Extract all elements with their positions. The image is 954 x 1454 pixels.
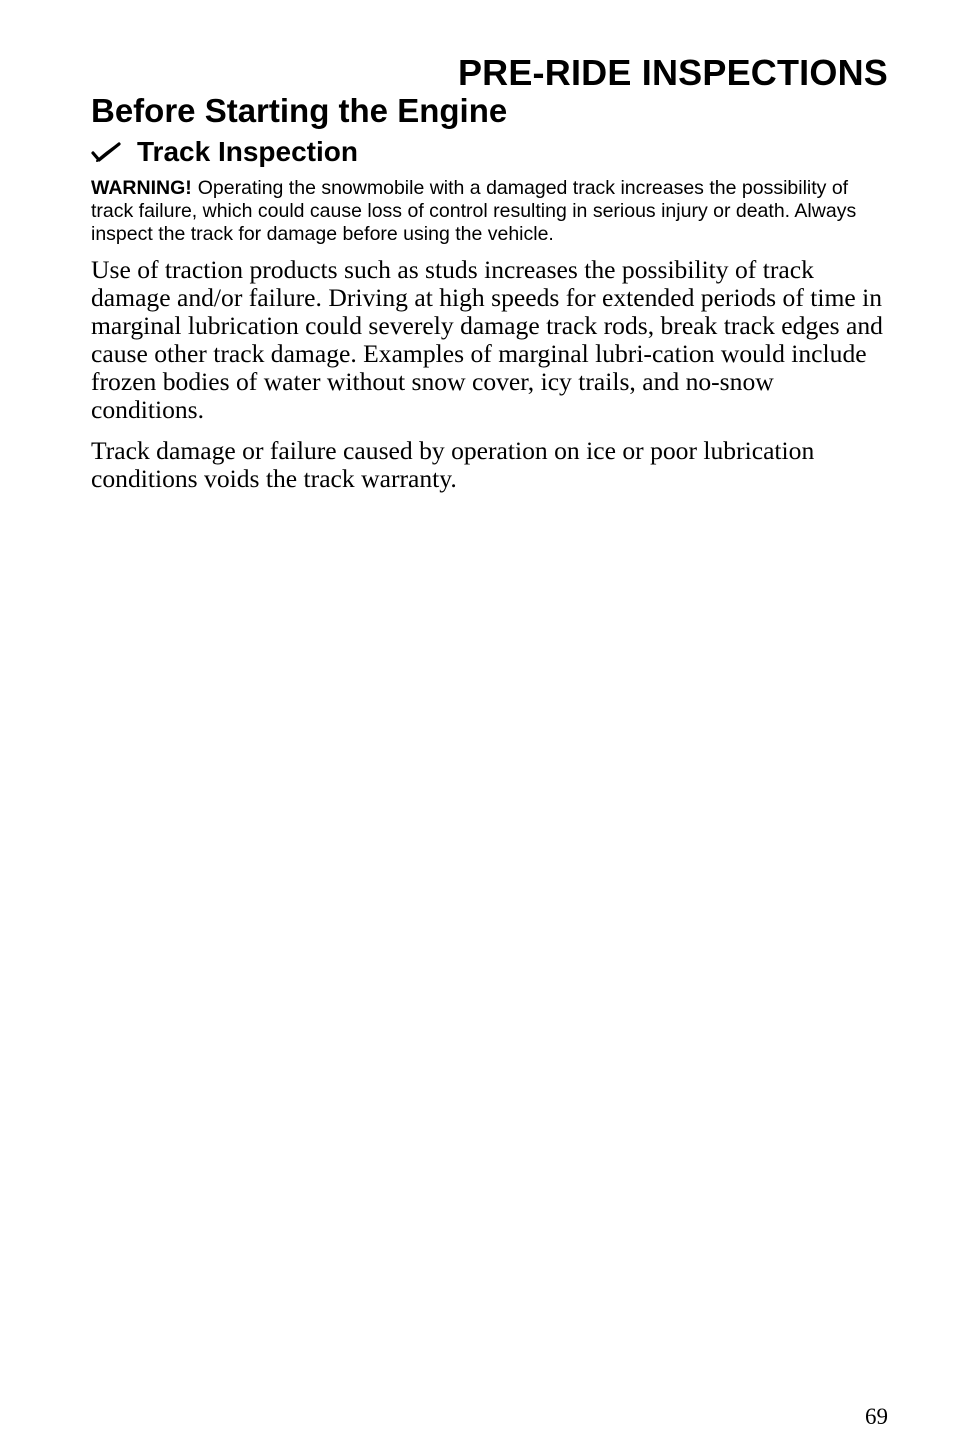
section-title: Before Starting the Engine (91, 92, 508, 129)
body-paragraph: Track damage or failure caused by operation on ice or poor lubrication conditions voids the track warranty. (91, 436, 815, 493)
chapter-title: PRE-RIDE INSPECTIONS (457, 52, 888, 93)
body-paragraph: Use of traction products such as studs increases the possibility of track damage and/or failure. Driving at high speeds for extended periods of time in marginal lubrication could severely damage track rods, break track edges and cause other track damage. Examples of marginal lubri-cation would include frozen bodies of water without snow cover, icy trails, and no-snow conditions. (91, 255, 883, 424)
checkmark-icon (91, 141, 121, 163)
warning-label: WARNING! (91, 177, 192, 199)
warning-block (91, 177, 891, 246)
page-number: 69 (865, 1404, 888, 1429)
subsection-title: Track Inspection (137, 136, 358, 167)
warning-text: Operating the snowmobile with a damaged track increases the possibility of track failure, which could cause loss of control resulting in serious injury or death. Always inspect the track for damage before using the vehicle. (91, 177, 857, 245)
subsection-heading (91, 136, 358, 168)
